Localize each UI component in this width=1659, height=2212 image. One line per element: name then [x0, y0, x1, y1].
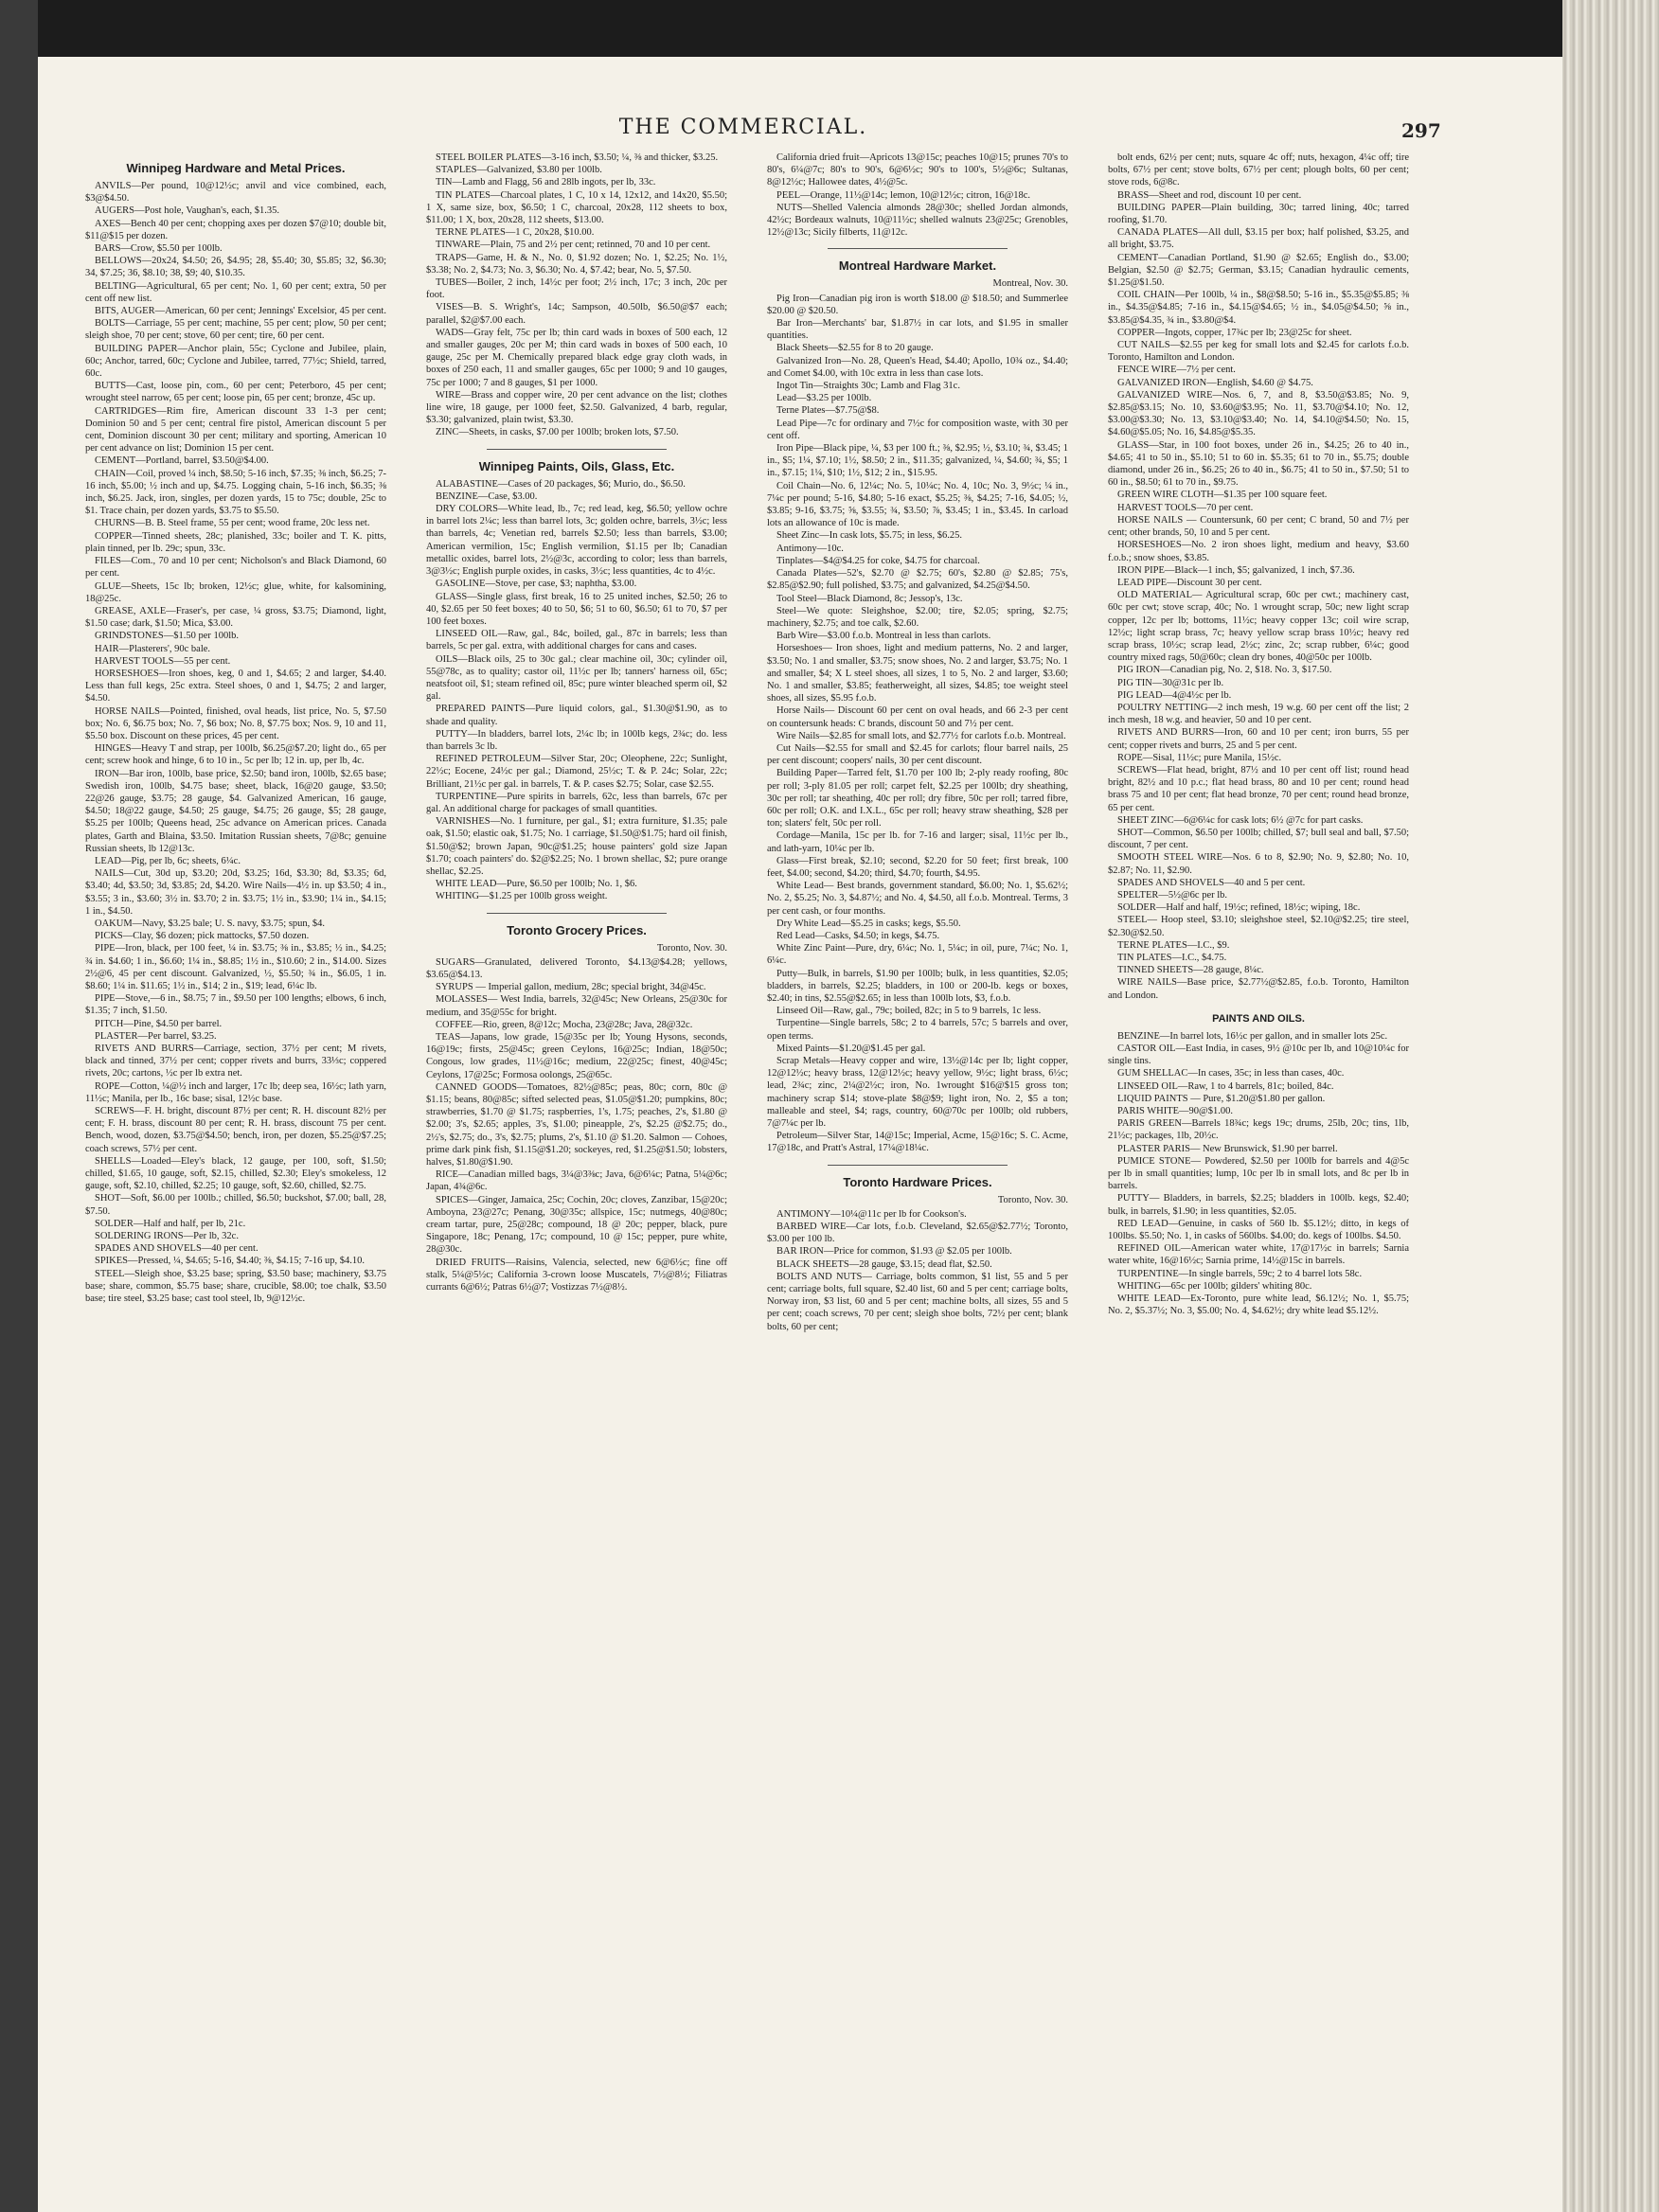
price-entry: Tinplates—$4@$4.25 for coke, $4.75 for charcoal.: [776, 555, 980, 566]
price-entry: BOLTS AND NUTS— Carriage, bolts common, $1 list, 55 and 5 per cent; carriage bolts, full square, $2.40 list, 60 and 5 per cent; carriage bolts, Norway iron, $3 list, 60 and 5 per cent; machine bolts, all sizes, 55 and 5 per cent; coach screws, 70 per cent; sleigh shoe bolts, 72½ per cent; blank bolts, 60 per cent;: [767, 1271, 1068, 1332]
dateline: Montreal, Nov. 30.: [992, 278, 1068, 290]
price-entry: Bar Iron—Merchants' bar, $1.87½ in car lots, and $1.95 in smaller quantities.: [767, 318, 1068, 342]
price-entry: Pig Iron—Canadian pig iron is worth $18.00 @ $18.50; and Summerlee $20.00 @ $20.50.: [767, 293, 1068, 316]
section-divider: [487, 449, 668, 450]
price-entry: TIN PLATES—I.C., $4.75.: [1117, 953, 1227, 963]
price-entry: Linseed Oil—Raw, gal., 79c; boiled, 82c; in 5 to 9 barrels, 1c less.: [776, 1006, 1042, 1017]
price-entry: Building Paper—Tarred felt, $1.70 per 100 lb; 2-ply ready roofing, 80c per roll; 3-ply 81.05 per roll; carpet felt, $2.25 per 100lb; dry sheathing, 30c per roll; tar sheathing, 40c per roll; dry fibre, 50c per roll; tarred fibre, 60c per roll; O.K. and I.X.L., 65c per roll; heavy straw sheathing, $28 per ton; slaters' felt, 50c per roll.: [767, 768, 1068, 830]
text-column-1: [85, 152, 386, 2178]
section-divider: [828, 248, 1008, 249]
price-entry: TRAPS—Game, H. & N., No. 0, $1.92 dozen; No. 1, $2.25; No. 1½, $3.38; No. 2, $4.73; No. 3, $6.30; No. 4, $7.42; bear, No. 5, $7.50.: [426, 252, 727, 276]
price-entry: BRASS—Sheet and rod, discount 10 per cent.: [1117, 189, 1302, 201]
price-entry: GALVANIZED WIRE—Nos. 6, 7, and 8, $3.50@$3.85; No. 9, $2.85@$3.15; No. 10, $3.60@$3.95; No. 11, $3.70@$4.10; No. 12, $3.00@$3.30; No. 13, $3.10@$3.40; No. 14, $4.10@$4.50; No. 15, $4.60@$5.05; No. 16, $4.85@$5.35.: [1108, 389, 1409, 438]
price-entry: PUTTY—In bladders, barrel lots, 2¼c lb; in 100lb kegs, 2¾c; do. less than barrels 3c lb.: [426, 728, 727, 752]
price-entry: CANNED GOODS—Tomatoes, 82½@85c; peas, 80c; corn, 80c @ $1.15; beans, 80@85c; sifted selected peas, $1.05@$1.20; pumpkins, 80c; strawberries, $1.70 @ $1.75; raspberries, 1's, 1.75; peaches, 2's, $1.80 @ $2.00; 3's, $2.65; apples, 3's, $1.00; pineapple, 2's, $2.25 @$2.75; do., 2½'s, $2.75; do., 3's, $2.75; plums, 2's, $1.10 @ $1.20. Salmon — Cohoes, prime dark pink fish, $1.15@$1.20; sockeyes, red, $1.25@$1.50; lobsters, halves, $1.80@$1.90.: [426, 1081, 727, 1168]
price-entry: BARBED WIRE—Car lots, f.o.b. Cleveland, $2.65@$2.77½; Toronto, $3.00 per 100 lb.: [767, 1222, 1068, 1245]
price-entry: PIPE—Stove,—6 in., $8.75; 7 in., $9.50 per 100 lengths; elbows, 6 inch, $1.35; 7 inch, $1.50.: [85, 993, 386, 1017]
price-entry: ALABASTINE—Cases of 20 packages, $6; Murio, do., $6.50.: [436, 478, 686, 490]
price-entry: BENZINE—Case, $3.00.: [436, 491, 538, 502]
price-entry: SPELTER—5½@6c per lb.: [1117, 889, 1228, 901]
price-entry: Tool Steel—Black Diamond, 8c; Jessop's, 13c.: [776, 593, 963, 604]
price-entry: CASTOR OIL—East India, in cases, 9½ @10c per lb, and 10@10¼c for single tins.: [1108, 1044, 1409, 1067]
price-entry: bolt ends, 62½ per cent; nuts, square 4c off; nuts, hexagon, 4¼c off; tire bolts, 67½ per cent; stove bolts, 67½ per cent; plough bolts, 60 per cent; stove rods, 6@8c.: [1108, 152, 1409, 188]
price-entry: SOLDER—Half and half, per lb, 21c.: [95, 1218, 246, 1229]
price-entry: GRINDSTONES—$1.50 per 100lb.: [95, 631, 240, 642]
price-entry: PITCH—Pine, $4.50 per barrel.: [95, 1018, 223, 1029]
price-entry: Canada Plates—52's, $2.70 @ $2.75; 60's, $2.80 @ $2.85; 75's, $2.85@$2.90; full polished, $3.75; and galvanized, $4.25@$4.50.: [767, 568, 1068, 592]
price-entry: TURPENTINE—In single barrels, 59c; 2 to 4 barrel lots 58c.: [1117, 1268, 1363, 1279]
price-entry: Barb Wire—$3.00 f.o.b. Montreal in less than carlots.: [776, 631, 991, 642]
publication-title: THE COMMERCIAL.: [618, 116, 868, 139]
price-entry: COIL CHAIN—Per 100lb, ¼ in., $8@$8.50; 5-16 in., $5.35@$5.85; ⅜ in., $4.35@$4.85; 7-16 in., $4.15@$4.65; ½ in., $4.05@$4.50; ⅝ in., $3.85@$4.35, ¾ in., $3.80@$4.: [1108, 290, 1409, 326]
price-entry: RED LEAD—Genuine, in casks of 560 lb. $5.12½; ditto, in kegs of 100lbs. $5.50; No. 1, in casks of 560lbs. $4.00; do. kegs of 100lbs. $4.50.: [1108, 1218, 1409, 1242]
price-entry: CANADA PLATES—All dull, $3.15 per box; half polished, $3.25, and all bright, $3.75.: [1108, 227, 1409, 251]
price-entry: HINGES—Heavy T and strap, per 100lb, $6.25@$7.20; light do., 65 per cent; screw hook and hinge, 6 to 10 in., 5c per lb; 12 in. up, per lb, 4c.: [85, 743, 386, 767]
price-entry: BELTING—Agricultural, 65 per cent; No. 1, 60 per cent; extra, 50 per cent off new list.: [85, 280, 386, 304]
price-entry: Petroleum—Silver Star, 14@15c; Imperial, Acme, 15@16c; S. C. Acme, 17@18c, and Pratt's Astral, 17¼@18¼c.: [767, 1131, 1068, 1154]
text-column-3: [767, 152, 1068, 2178]
price-entry: HORSESHOES—No. 2 iron shoes light, medium and heavy, $3.60 f.o.b.; snow shoes, $3.85.: [1108, 540, 1409, 563]
price-entry: GREASE, AXLE—Fraser's, per case, ¼ gross, $3.75; Diamond, light, $1.50 case; dark, $1.50; Mica, $3.00.: [85, 605, 386, 630]
price-entry: RICE—Canadian milled bags, 3¼@3⅜c; Java, 6@6¼c; Patna, 5¼@6c; Japan, 4¾@6c.: [426, 1169, 727, 1193]
price-entry: RIVETS AND BURRS—Carriage, section, 37½ per cent; M rivets, black and tinned, 37½ per cent; copper rivets and burrs, 33⅓c; coppered rivets, 20c; cartons, ½c per lb extra net.: [85, 1044, 386, 1079]
price-entry: WHITING—65c per 100lb; gilders' whiting 80c.: [1117, 1280, 1312, 1292]
price-entry: DRY COLORS—White lead, lb., 7c; red lead, keg, $6.50; yellow ochre in barrel lots 2¼c; less than barrel lots, 3c; golden ochre, barrels, 3½c; less than barrels, 4c; Venetian red, barrels $2.50; less than barrels, $3.00; American vermilion, 15c; English vermilion, $1.15 per lb; Canadian metallic oxides, barrel lots, 2½@3c, according to color; less than barrels, 3@3½c; English purple oxides, in casks, 3½c; less quantities, 4c to 4½c.: [426, 504, 727, 578]
price-entry: WIRE NAILS—Base price, $2.77½@$2.85, f.o.b. Toronto, Hamilton and London.: [1108, 977, 1409, 1001]
price-entry: GASOLINE—Stove, per case, $3; naphtha, $3.00.: [436, 579, 637, 590]
price-entry: WHITE LEAD—Ex-Toronto, pure white lead, $6.12½; No. 1, $5.75; No. 2, $5.37½; No. 3, $5.00; No. 4, $4.62½; dry white lead $5.12½.: [1108, 1293, 1409, 1317]
price-entry: SYRUPS — Imperial gallon, medium, 28c; special bright, 34@45c.: [436, 982, 706, 993]
price-entry: Cordage—Manila, 15c per lb. for 7-16 and larger; sisal, 11½c per lb., and lath-yarn, 10¼c per lb.: [767, 830, 1068, 854]
price-entry: Lead Pipe—7c for ordinary and 7½c for composition waste, with 30 per cent off.: [767, 418, 1068, 441]
price-entry: HORSE NAILS — Countersunk, 60 per cent; C brand, 50 and 7½ per cent; other brands, 50, 10 and 5 per cent.: [1108, 514, 1409, 539]
price-entry: GLUE—Sheets, 15c lb; broken, 12½c; glue, white, for kalsomining, 18@25c.: [85, 580, 386, 604]
price-entry: Wire Nails—$2.85 for small lots, and $2.77½ for carlots f.o.b. Montreal.: [776, 730, 1066, 741]
price-entry: DRIED FRUITS—Raisins, Valencia, selected, new 6@6½c; fine off stalk, 5¼@5½c; California 3-crown loose Muscatels, 7½@8½; Filiatras currants 6@6½; Patras 6½@7; Vostizzas 7½@8½.: [426, 1257, 727, 1293]
book-spine-edge: [1562, 0, 1659, 2212]
price-entry: California dried fruit—Apricots 13@15c; peaches 10@15; prunes 70's to 80's, 6¼@7c; 80's to 90's, 6@6½c; 90's to 100's, 5½@6c; Sultanas, 8@12½c; Hallowee dates, 4½@5c.: [767, 152, 1068, 188]
price-entry: Horse Nails— Discount 60 per cent on oval heads, and 66 2-3 per cent on countersunk heads: C brands, discount 50 and 7½ per cent.: [767, 705, 1068, 729]
price-entry: SCREWS—Flat head, bright, 87½ and 10 per cent off list; round head bright, 82½ and 10 p.c.; flat head brass, 80 and 10 per cent; round head brass 75 and 10 per cent; flat head bronze, 70 per cent; round head bronze, 65 per cent.: [1108, 764, 1409, 813]
price-entry: PUTTY— Bladders, in barrels, $2.25; bladders in 100lb. kegs, $2.40; bulk, in barrels, $1.90; in less quantities, $2.05.: [1108, 1193, 1409, 1217]
price-entry: Galvanized Iron—No. 28, Queen's Head, $4.40; Apollo, 10¾ oz., $4.40; and Comet $4.00, with 10c extra in less than case lots.: [767, 355, 1068, 379]
text-column-2: [426, 152, 727, 2178]
dateline: Toronto, Nov. 30.: [997, 1194, 1068, 1205]
price-entry: HARVEST TOOLS—55 per cent.: [95, 655, 231, 667]
price-entry: SHOT—Soft, $6.00 per 100lb.; chilled, $6.50; buckshot, $7.00; ball, 28, $7.50.: [85, 1193, 386, 1217]
price-entry: PIPE—Iron, black, per 100 feet, ¼ in. $3.75; ⅜ in., $3.85; ½ in., $4.25; ¾ in. $4.60; 1 in., $6.60; 1¼ in., $8.85; 1½ in., $10.60; 2 in., $14.00. Sizes 2½@6, 45 per cent discount. Galvanized, ½, $5.50; ¾ in., $6.05, 1 in. $8.60; 1¼ in. $11.65; 1½ in., $14; 2 in., $19; lead, 6¼c lb.: [85, 943, 386, 991]
price-entry: ZINC—Sheets, in casks, $7.00 per 100lb; broken lots, $7.50.: [436, 427, 679, 438]
price-entry: AUGERS—Post hole, Vaughan's, each, $1.35.: [95, 205, 280, 217]
price-entry: Turpentine—Single barrels, 58c; 2 to 4 barrels, 57c; 5 barrels and over, open terms.: [767, 1018, 1068, 1042]
price-entry: NAILS—Cut, 30d up, $3.20; 20d, $3.25; 16d, $3.30; 8d, $3.35; 6d, $3.40; 4d, $3.50; 3d, $3.85; 2d, $4.20. Wire Nails—4½ in. up $3.50; 4 in., $3.55; 3 in., $3.60; 3½ in. $3.70; 2 in. $3.75; 1½ in., $3.90; 1¼ in., $4.15; 1 in., $4.50.: [85, 868, 386, 917]
newspaper-page: [38, 57, 1562, 2212]
price-entry: Scrap Metals—Heavy copper and wire, 13½@14c per lb; light copper, 12@12½c; heavy brass, 12@12½c; heavy yellow, 9½c; light brass, 6½c; lead, 2¾c; zinc, 2¼@2½c; iron, No. 1wrought $16@$15 gross ton; machinery scrap $14; stove-plate $8@$9; light iron, No. 2, $5 a ton; malleable and steel, $4; rags, country, 60@70c per 100lb; old rubbers, 7@7¼c per lb.: [767, 1056, 1068, 1130]
price-entry: BENZINE—In barrel lots, 16½c per gallon, and in smaller lots 25c.: [1117, 1030, 1388, 1042]
price-entry: OILS—Black oils, 25 to 30c gal.; clear machine oil, 30c; cylinder oil, 55@78c, as to quality; castor oil, 11½c per lb; tanners' harness oil, 65c; neatsfoot oil, $1; steam refined oil, 85c; pure winter bleached sperm oil, $2 gal.: [426, 653, 727, 703]
price-entry: CHAIN—Coil, proved ¼ inch, $8.50; 5-16 inch, $7.35; ⅜ inch, $6.25; 7-16 inch, $5.00; ½ inch and up, $4.75. Logging chain, 5-16 inch, $6.35; ⅜ inch, $6.25. Jack, iron, singles, per dozen yards, 15 to 75c; double, 25c to $1. Trace chain, per dozen yards, $3.75 to $5.50.: [85, 468, 386, 517]
price-entry: TERNE PLATES—I.C., $9.: [1117, 939, 1230, 951]
price-entry: HAIR—Plasterers', 90c bale.: [95, 643, 211, 654]
price-entry: LINSEED OIL—Raw, 1 to 4 barrels, 81c; boiled, 84c.: [1117, 1080, 1334, 1092]
price-entry: COPPER—Ingots, copper, 17¾c per lb; 23@25c for sheet.: [1117, 327, 1352, 338]
price-entry: WHITE LEAD—Pure, $6.50 per 100lb; No. 1, $6.: [436, 879, 637, 890]
price-entry: BELLOWS—20x24, $4.50; 26, $4.95; 28, $5.40; 30, $5.85; 32, $6.30; 34, $7.25; 36, $8.10; 38, $9; 40, $10.35.: [85, 256, 386, 279]
price-entry: STEEL— Hoop steel, $3.10; sleighshoe steel, $2.10@$2.25; tire steel, $2.30@$2.50.: [1108, 915, 1409, 938]
price-entry: ANTIMONY—10¼@11c per lb for Cookson's.: [776, 1208, 967, 1220]
price-entry: GALVANIZED IRON—English, $4.60 @ $4.75.: [1117, 377, 1313, 388]
price-entry: Antimony—10c.: [776, 543, 844, 554]
text-column-4: [1108, 152, 1409, 2178]
price-entry: OAKUM—Navy, $3.25 bale; U. S. navy, $3.75; spun, $4.: [95, 918, 326, 929]
price-entry: LIQUID PAINTS — Pure, $1.20@$1.80 per gallon.: [1117, 1093, 1326, 1104]
price-entry: SOLDER—Half and half, 19½c; refined, 18½c; wiping, 18c.: [1117, 902, 1361, 914]
price-entry: PIG TIN—30@31c per lb.: [1117, 677, 1224, 688]
price-entry: CEMENT—Portland, barrel, $3.50@$4.00.: [95, 455, 269, 467]
price-entry: SPICES—Ginger, Jamaica, 25c; Cochin, 20c; cloves, Zanzibar, 15@20c; Amboyna, 23@27c; Penang, 30@35c; allspice, 15c; nutmegs, 40@80c; cream tartar, pure, 25@28c; compound, 18 @ 20c; pepper, black, pure Singapore, 18c; Penang, 17c; compound, 10 @ 15c; pepper, pure white, 28@30c.: [426, 1194, 727, 1256]
price-entry: Red Lead—Casks, $4.50; in kegs, $4.75.: [776, 930, 940, 941]
price-entry: White Lead— Best brands, government standard, $6.00; No. 1, $5.62½; No. 2, $5.25; No. 3, $4.87½; and No. 4, $4.50, all f.o.b. Montreal. Terms, 3 per cent cash, or four months.: [767, 881, 1068, 917]
price-entry: IRON PIPE—Black—1 inch, $5; galvanized, 1 inch, $7.36.: [1117, 564, 1355, 576]
price-entry: CEMENT—Canadian Portland, $1.90 @ $2.65; English do., $3.00; Belgian, $2.50 @ $2.75; German, $3.15; Canadian hydraulic cements, $1.25@$1.50.: [1108, 252, 1409, 289]
price-entry: Black Sheets—$2.55 for 8 to 20 gauge.: [776, 343, 934, 354]
price-entry: TIN—Lamb and Flagg, 56 and 28lb ingots, per lb, 33c.: [436, 177, 656, 188]
section-heading: Winnipeg Hardware and Metal Prices.: [126, 161, 346, 175]
price-entry: TIN PLATES—Charcoal plates, 1 C, 10 x 14, 12x12, and 14x20, $5.50; 1 X, same size, box, $6.50; 1 C, charcoal, 20x28, 112 sheets to box, $11.00; 1 X, box, 20x28, 112 sheets, $13.00.: [426, 189, 727, 226]
price-entry: PLASTER PARIS— New Brunswick, $1.90 per barrel.: [1117, 1143, 1338, 1154]
price-entry: PEEL—Orange, 11½@14c; lemon, 10@12½c; citron, 16@18c.: [776, 189, 1031, 201]
price-entry: GUM SHELLAC—In cases, 35c; in less than cases, 40c.: [1117, 1068, 1345, 1079]
price-entry: NUTS—Shelled Valencia almonds 28@30c; shelled Jordan almonds, 42½c; Bordeaux walnuts, 10@11½c; shelled walnuts 23@25c; Grenobles, 12½@13c; Sicily filberts, 11@12c.: [767, 202, 1068, 239]
price-entry: COFFEE—Rio, green, 8@12c; Mocha, 23@28c; Java, 28@32c.: [436, 1019, 693, 1030]
price-entry: TEAS—Japans, low grade, 15@35c per lb; Young Hysons, seconds, 16@19c; firsts, 25@45c; green Ceylons, 16@25c; Indian, 18@50c; Congous, low grades, 11½@16c; medium, 22@25c; finest, 40@45c; Ceylons, 17@25c; Formosa oolongs, 25@65c.: [426, 1032, 727, 1080]
price-entry: Coil Chain—No. 6, 12¼c; No. 5, 10¼c; No. 4, 10c; No. 3, 9½c; ¼ in., 7¼c per pound; 5-16, $4.80; 5-16 exact, $5.25; ⅜, $4.25; 7-16, $4.05; ½, $3.85; 9-16, $3.75; ⅝, $3.55; ¾, $3.50; ⅞, $3.45; 1 in., $3.45. In carload lots an allowance of 10c is made.: [767, 480, 1068, 529]
price-entry: LEAD—Pig, per lb, 6c; sheets, 6¼c.: [95, 855, 241, 866]
price-entry: BITS, AUGER—American, 60 per cent; Jennings' Excelsior, 45 per cent.: [95, 306, 386, 317]
price-entry: TUBES—Boiler, 2 inch, 14½c per foot; 2½ inch, 17c; 3 inch, 20c per foot.: [426, 277, 727, 301]
price-entry: HORSE NAILS—Pointed, finished, oval heads, list price, No. 5, $7.50 box; No. 6, $6.75 box; No. 7, $6 box; No. 8, $7.75 box; Nos. 9, 10 and 11, $5.50 box. Discount on these prices, 45 per cent.: [85, 705, 386, 741]
price-entry: BOLTS—Carriage, 55 per cent; machine, 55 per cent; plow, 50 per cent; sleigh shoe, 70 per cent; stove, 60 per cent; tire, 60 per cent.: [85, 318, 386, 342]
price-entry: TINNED SHEETS—28 gauge, 8¼c.: [1117, 965, 1264, 976]
price-entry: PIG IRON—Canadian pig, No. 2, $18. No. 3, $17.50.: [1117, 665, 1332, 676]
price-entry: BLACK SHEETS—28 gauge, $3.15; dead flat, $2.50.: [776, 1258, 992, 1270]
price-entry: SHOT—Common, $6.50 per 100lb; chilled, $7; bull seal and ball, $7.50; discount, 7 per cent.: [1108, 827, 1409, 851]
price-entry: Horseshoes— Iron shoes, light and medium patterns, No. 2 and larger, $3.50; No. 1 and smaller, $3.75; snow shoes, No. 2 and larger, $3.75; No. 1 and smaller, $4; X L steel shoes, all sizes, 1 to 5, No. 2 and larger, $3.60; No. 1 and smaller, $3.85; featherweight, all sizes, $4.85; toe weight steel shoes, all sizes, $5.95 f.o.b.: [767, 643, 1068, 705]
price-entry: Iron Pipe—Black pipe, ¼, $3 per 100 ft.; ⅜, $2.95; ½, $3.10; ¾, $3.45; 1 in., $5; 1¼, $7.10; 1½, $8.50; 2 in., $11.35; galvanized, ¼, $4.60; ¾, $5; 1 in., $7.15; 1¼, $10; 1½, $12; 2 in., $15.95.: [767, 443, 1068, 479]
price-entry: GREEN WIRE CLOTH—$1.35 per 100 square feet.: [1117, 490, 1328, 501]
price-entry: TURPENTINE—Pure spirits in barrels, 62c, less than barrels, 67c per gal. An additional charge for packages of small quantities.: [426, 791, 727, 814]
section-divider: [828, 1165, 1008, 1166]
price-entry: PIG LEAD—4@4½c per lb.: [1117, 689, 1232, 701]
price-entry: SHEET ZINC—6@6¼c for cask lots; 6½ @7c for part casks.: [1117, 814, 1364, 826]
price-entry: White Zinc Paint—Pure, dry, 6¼c; No. 1, 5¼c; in oil, pure, 7¼c; No. 1, 6¼c.: [767, 943, 1068, 967]
section-divider: [487, 913, 668, 914]
price-entry: SCREWS—F. H. bright, discount 87½ per cent; R. H. discount 82½ per cent; F. H. brass, discount 80 per cent; R. H. brass, discount 75 per cent. Bench, wood, dozen, $3.75@$4.50; bench, iron, per dozen, $5.25@$7.25; coach screws, 57½ per cent.: [85, 1106, 386, 1154]
price-entry: Lead—$3.25 per 100lb.: [776, 393, 872, 404]
price-entry: LEAD PIPE—Discount 30 per cent.: [1117, 577, 1262, 588]
price-entry: IRON—Bar iron, 100lb, base price, $2.50; band iron, 100lb, $2.65 base; Swedish iron, 100lb, $4.75 base; sheet, black, 16@20 gauge, $3.50; 22@26 gauge, $3.75; 28 gauge, $4. Galvanized American, 16 gauge, $4.50; 18@22 gauge, $4.50; 25 gauge, $4.75; 26 gauge, $5; 28 gauge, $5.25 per 100lb; Queens head, 25c advance on American prices. Canada plates, Garth and Blaina, $3.50. Imitation Russian sheets, 7@8c; genuine Russian sheets, lb 12@13c.: [85, 768, 386, 854]
price-entry: WIRE—Brass and copper wire, 20 per cent advance on the list; clothes line wire, 18 gauge, per 1000 feet, $2.50. Galvanized, 4 barb, regular, $3.30; galvanized, plain twist, $3.30.: [426, 389, 727, 426]
price-entry: TERNE PLATES—1 C, 20x28, $10.00.: [436, 227, 595, 239]
price-entry: Dry White Lead—$5.25 in casks; kegs, $5.50.: [776, 918, 961, 929]
price-entry: STEEL—Sleigh shoe, $3.25 base; spring, $3.50 base; machinery, $3.75 base; share, common, $5.75 base; share, crucible, $8.00; toe chalk, $3.50 base; tire steel, $3.25 base; cast tool steel, lb, 9@12½c.: [85, 1268, 386, 1305]
section-heading: Winnipeg Paints, Oils, Glass, Etc.: [478, 458, 675, 473]
price-entry: BUILDING PAPER—Plain building, 30c; tarred lining, 40c; tarred roofing, $1.70.: [1108, 202, 1409, 226]
price-entry: BUILDING PAPER—Anchor plain, 55c; Cyclone and Jubilee, plain, 60c; Anchor, tarred, 60c; Cyclone and Jubilee, tarred, 77½c; Shield, tarred, 60c.: [85, 343, 386, 380]
price-entry: PUMICE STONE— Powdered, $2.50 per 100lb for barrels and 4@5c per lb in small quantities; lump, 10c per lb in small lots, and 8c per lb in barrels.: [1108, 1155, 1409, 1192]
price-entry: Sheet Zinc—In cask lots, $5.75; in less, $6.25.: [776, 530, 962, 542]
price-entry: SHELLS—Loaded—Eley's black, 12 gauge, per 100, soft, $1.50; chilled, $1.65, 10 gauge, soft, $2.15, chilled, $2.30; Eley's smokeless, 12 gauge, soft, $2.10, chilled, $2.25; 10 gauge, soft, $2.60, chilled, $2.75.: [85, 1155, 386, 1192]
price-entry: HORSESHOES—Iron shoes, keg, 0 and 1, $4.65; 2 and larger, $4.40. Less than full kegs, 25c extra. Steel shoes, 0 and 1, $4.75; 2 and larger, $4.50.: [85, 668, 386, 705]
dateline: Toronto, Nov. 30.: [656, 942, 727, 954]
price-entry: REFINED OIL—American water white, 17@17½c in barrels; Sarnia water white, 16@16½c; Sarnia prime, 14½@15c in barrels.: [1108, 1243, 1409, 1267]
price-entry: WADS—Gray felt, 75c per lb; thin card wads in boxes of 500 each, 12 and smaller gauges, 20c per M; thin card wads in boxes of 500 each, 10 gauge, 25c per M. Chemically prepared black edge gray cloth wads, in boxes of 250 each, 11 and smaller gauges, 65c per 1000; 9 and 10 gauges, 75c per 1000; 7 and 8 gauges, $1 per 1000.: [426, 327, 727, 388]
price-entry: HARVEST TOOLS—70 per cent.: [1117, 502, 1254, 513]
price-entry: ROPE—Cotton, ¼@½ inch and larger, 17c lb; deep sea, 16½c; lath yarn, 11½c; Manila, per lb., 16c base; sisal, 12½c base.: [85, 1080, 386, 1104]
price-entry: BAR IRON—Price for common, $1.93 @ $2.05 per 100lb.: [776, 1246, 1012, 1258]
price-entry: PLASTER—Per barrel, $3.25.: [95, 1030, 217, 1042]
price-entry: SUGARS—Granulated, delivered Toronto, $4.13@$4.28; yellows, $3.65@$4.13.: [426, 956, 727, 980]
price-entry: Ingot Tin—Straights 30c; Lamb and Flag 31c.: [776, 381, 960, 392]
section-heading: Montreal Hardware Market.: [838, 259, 997, 274]
price-entry: Terne Plates—$7.75@$8.: [776, 405, 880, 417]
price-entry: SMOOTH STEEL WIRE—Nos. 6 to 8, $2.90; No. 9, $2.80; No. 10, $2.87; No. 11, $2.90.: [1108, 852, 1409, 876]
price-entry: Steel—We quote: Sleighshoe, $2.00; tire, $2.05; spring, $2.75; machinery, $2.75; and toe calk, $2.60.: [767, 605, 1068, 629]
section-heading: Toronto Hardware Prices.: [843, 1174, 992, 1189]
price-entry: LINSEED OIL—Raw, gal., 84c, boiled, gal., 87c in barrels; less than barrels, 5c per gal. extra, with additional charges for cans and cases.: [426, 629, 727, 652]
subsection-heading: PAINTS AND OILS.: [1212, 1012, 1305, 1025]
price-entry: CHURNS—B. B. Steel frame, 55 per cent; wood frame, 20c less net.: [95, 518, 370, 529]
price-entry: REFINED PETROLEUM—Silver Star, 20c; Oleophene, 22c; Sunlight, 22½c; Eocene, 24½c per gal.; Diamond, 25½c; T. & P. 24c; Solar, 22c; Brilliant, 21½c per gal. in barrels, T. & P. cases $2.75; Solar, case $2.55.: [426, 754, 727, 790]
price-entry: Putty—Bulk, in barrels, $1.90 per 100lb; bulk, in less quantities, $2.05; bladders, in barrels, $2.25; bladders, in 100 or 200-lb. kegs or boxes, $2.40; in tins, $2.55@$2.65; in less than 100lb lots, $3, f.o.b.: [767, 968, 1068, 1004]
price-entry: SPADES AND SHOVELS—40 and 5 per cent.: [1117, 877, 1306, 888]
price-entry: PARIS GREEN—Barrels 18¾c; kegs 19c; drums, 25lb, 20c; tins, 1lb, 21½c; packages, 1lb, 20½c.: [1108, 1118, 1409, 1142]
price-entry: VISES—B. S. Wright's, 14c; Sampson, 40.50lb, $6.50@$7 each; parallel, $2@$7.00 each.: [426, 302, 727, 326]
price-entry: FENCE WIRE—7½ per cent.: [1117, 365, 1236, 376]
price-entry: POULTRY NETTING—2 inch mesh, 19 w.g. 60 per cent off the list; 2 inch mesh, 18 w.g. and heavier, 50 and 10 per cent.: [1108, 702, 1409, 726]
price-entry: CARTRIDGES—Rim fire, American discount 33 1-3 per cent; Dominion 50 and 5 per cent; central fire pistol, American discount 5 per cent, Dominion discount 30 per cent; military and sporting, American 10 per cent advance on list; Dominion 15 per cent.: [85, 405, 386, 455]
price-entry: PARIS WHITE—90@$1.00.: [1117, 1106, 1233, 1117]
price-entry: BUTTS—Cast, loose pin, com., 60 per cent; Peterboro, 45 per cent; wrought steel narrow, 65 per cent; loose pin, 65 per cent; bronze, 45c up.: [85, 381, 386, 404]
price-entry: SPADES AND SHOVELS—40 per cent.: [95, 1243, 259, 1255]
section-heading: Toronto Grocery Prices.: [507, 922, 647, 937]
price-entry: STAPLES—Galvanized, $3.80 per 100lb.: [436, 165, 602, 176]
price-entry: WHITING—$1.25 per 100lb gross weight.: [436, 891, 608, 902]
price-entry: TINWARE—Plain, 75 and 2½ per cent; retinned, 70 and 10 per cent.: [436, 240, 711, 251]
price-entry: CUT NAILS—$2.55 per keg for small lots and $2.45 for carlots f.o.b. Toronto, Hamilton and London.: [1108, 340, 1409, 364]
price-entry: FILES—Com., 70 and 10 per cent; Nicholson's and Black Diamond, 60 per cent.: [85, 556, 386, 580]
price-entry: RIVETS AND BURRS—Iron, 60 and 10 per cent; iron burrs, 55 per cent; copper rivets and burrs, 25 and 5 per cent.: [1108, 727, 1409, 751]
price-entry: OLD MATERIAL— Agricultural scrap, 60c per cwt.; machinery cast, 60c per cwt; stove scrap, 40c; No. 1 wrought scrap, 50c; new light scrap copper, 12c per lb; bottoms, 11½c; heavy copper 13c; coil wire scrap, 12½c; light scrap brass, 7c; heavy yellow scrap brass 10½c; heavy red scrap brass, 10½c; scrap lead, 2½c; zinc, 2c; scrap rubber, 6¼c; good country mixed rags, 50@60c; clean dry bones, 40@50c per 100lb.: [1108, 590, 1409, 664]
price-entry: Glass—First break, $2.10; second, $2.20 for 50 feet; first break, 100 feet, $4.00; second, $4.20; third, $4.70; fourth, $4.95.: [767, 855, 1068, 879]
price-entry: SOLDERING IRONS—Per lb, 32c.: [95, 1231, 239, 1242]
scan-left-edge: [0, 0, 38, 2212]
price-entry: GLASS—Single glass, first break, 16 to 25 united inches, $2.50; 26 to 40, $2.65 per 50 feet boxes; 40 to 50, $6; 51 to 60, $6.50; 61 to 70, $7 per 100 feet boxes.: [426, 591, 727, 627]
price-entry: SPIKES—Pressed, ¼, $4.65; 5-16, $4.40; ⅜, $4.15; 7-16 up, $4.10.: [95, 1256, 365, 1267]
price-entry: Mixed Paints—$1.20@$1.45 per gal.: [776, 1043, 926, 1054]
price-entry: Cut Nails—$2.55 for small and $2.45 for carlots; flour barrel nails, 25 per cent discount; coopers' nails, 30 per cent discount.: [767, 742, 1068, 767]
price-entry: ANVILS—Per pound, 10@12½c; anvil and vice combined, each, $3@$4.50.: [85, 181, 386, 205]
price-entry: AXES—Bench 40 per cent; chopping axes per dozen $7@10; double bit, $11@$15 per dozen.: [85, 218, 386, 241]
price-entry: STEEL BOILER PLATES—3-16 inch, $3.50; ¼, ⅜ and thicker, $3.25.: [436, 152, 719, 163]
price-entry: VARNISHES—No. 1 furniture, per gal., $1; extra furniture, $1.35; pale oak, $1.50; elastic oak, $1.75; No. 1 carriage, $1.50@$1.75; hard oil finish, $1.50@$2; brown Japan, 90c@$1.25; house painters' gold size Japan $1.70; coach painters' do. $2@$2.25; No. 1 brown shellac, $2; pure orange shellac, $2.25.: [426, 816, 727, 877]
page-number: 297: [1401, 119, 1441, 142]
price-entry: MOLASSES— West India, barrels, 32@45c; New Orleans, 25@30c for medium, and 35@55c for bright.: [426, 994, 727, 1018]
price-entry: PREPARED PAINTS—Pure liquid colors, gal., $1.30@$1.90, as to shade and quality.: [426, 704, 727, 727]
price-entry: PICKS—Clay, $6 dozen; pick mattocks, $7.50 dozen.: [95, 931, 310, 942]
price-entry: GLASS—Star, in 100 foot boxes, under 26 in., $4.25; 26 to 40 in., $4.65; 41 to 50 in., $5.10; 51 to 60 in. $5.35; 61 to 70 in., $5.75; double diamond, under 26 in., $6.25; 26 to 40 in., $6.75; 41 to 50 in., $7.50; 51 to 60 in., $8.50; 61 to 70 in., $9.75.: [1108, 439, 1409, 489]
price-entry: BARS—Crow, $5.50 per 100lb.: [95, 243, 223, 255]
price-entry: COPPER—Tinned sheets, 28c; planished, 33c; boiler and T. K. pitts, plain tinned, per lb. 29c; spun, 33c.: [85, 530, 386, 554]
price-entry: ROPE—Sisal, 11½c; pure Manila, 15½c.: [1117, 752, 1282, 763]
